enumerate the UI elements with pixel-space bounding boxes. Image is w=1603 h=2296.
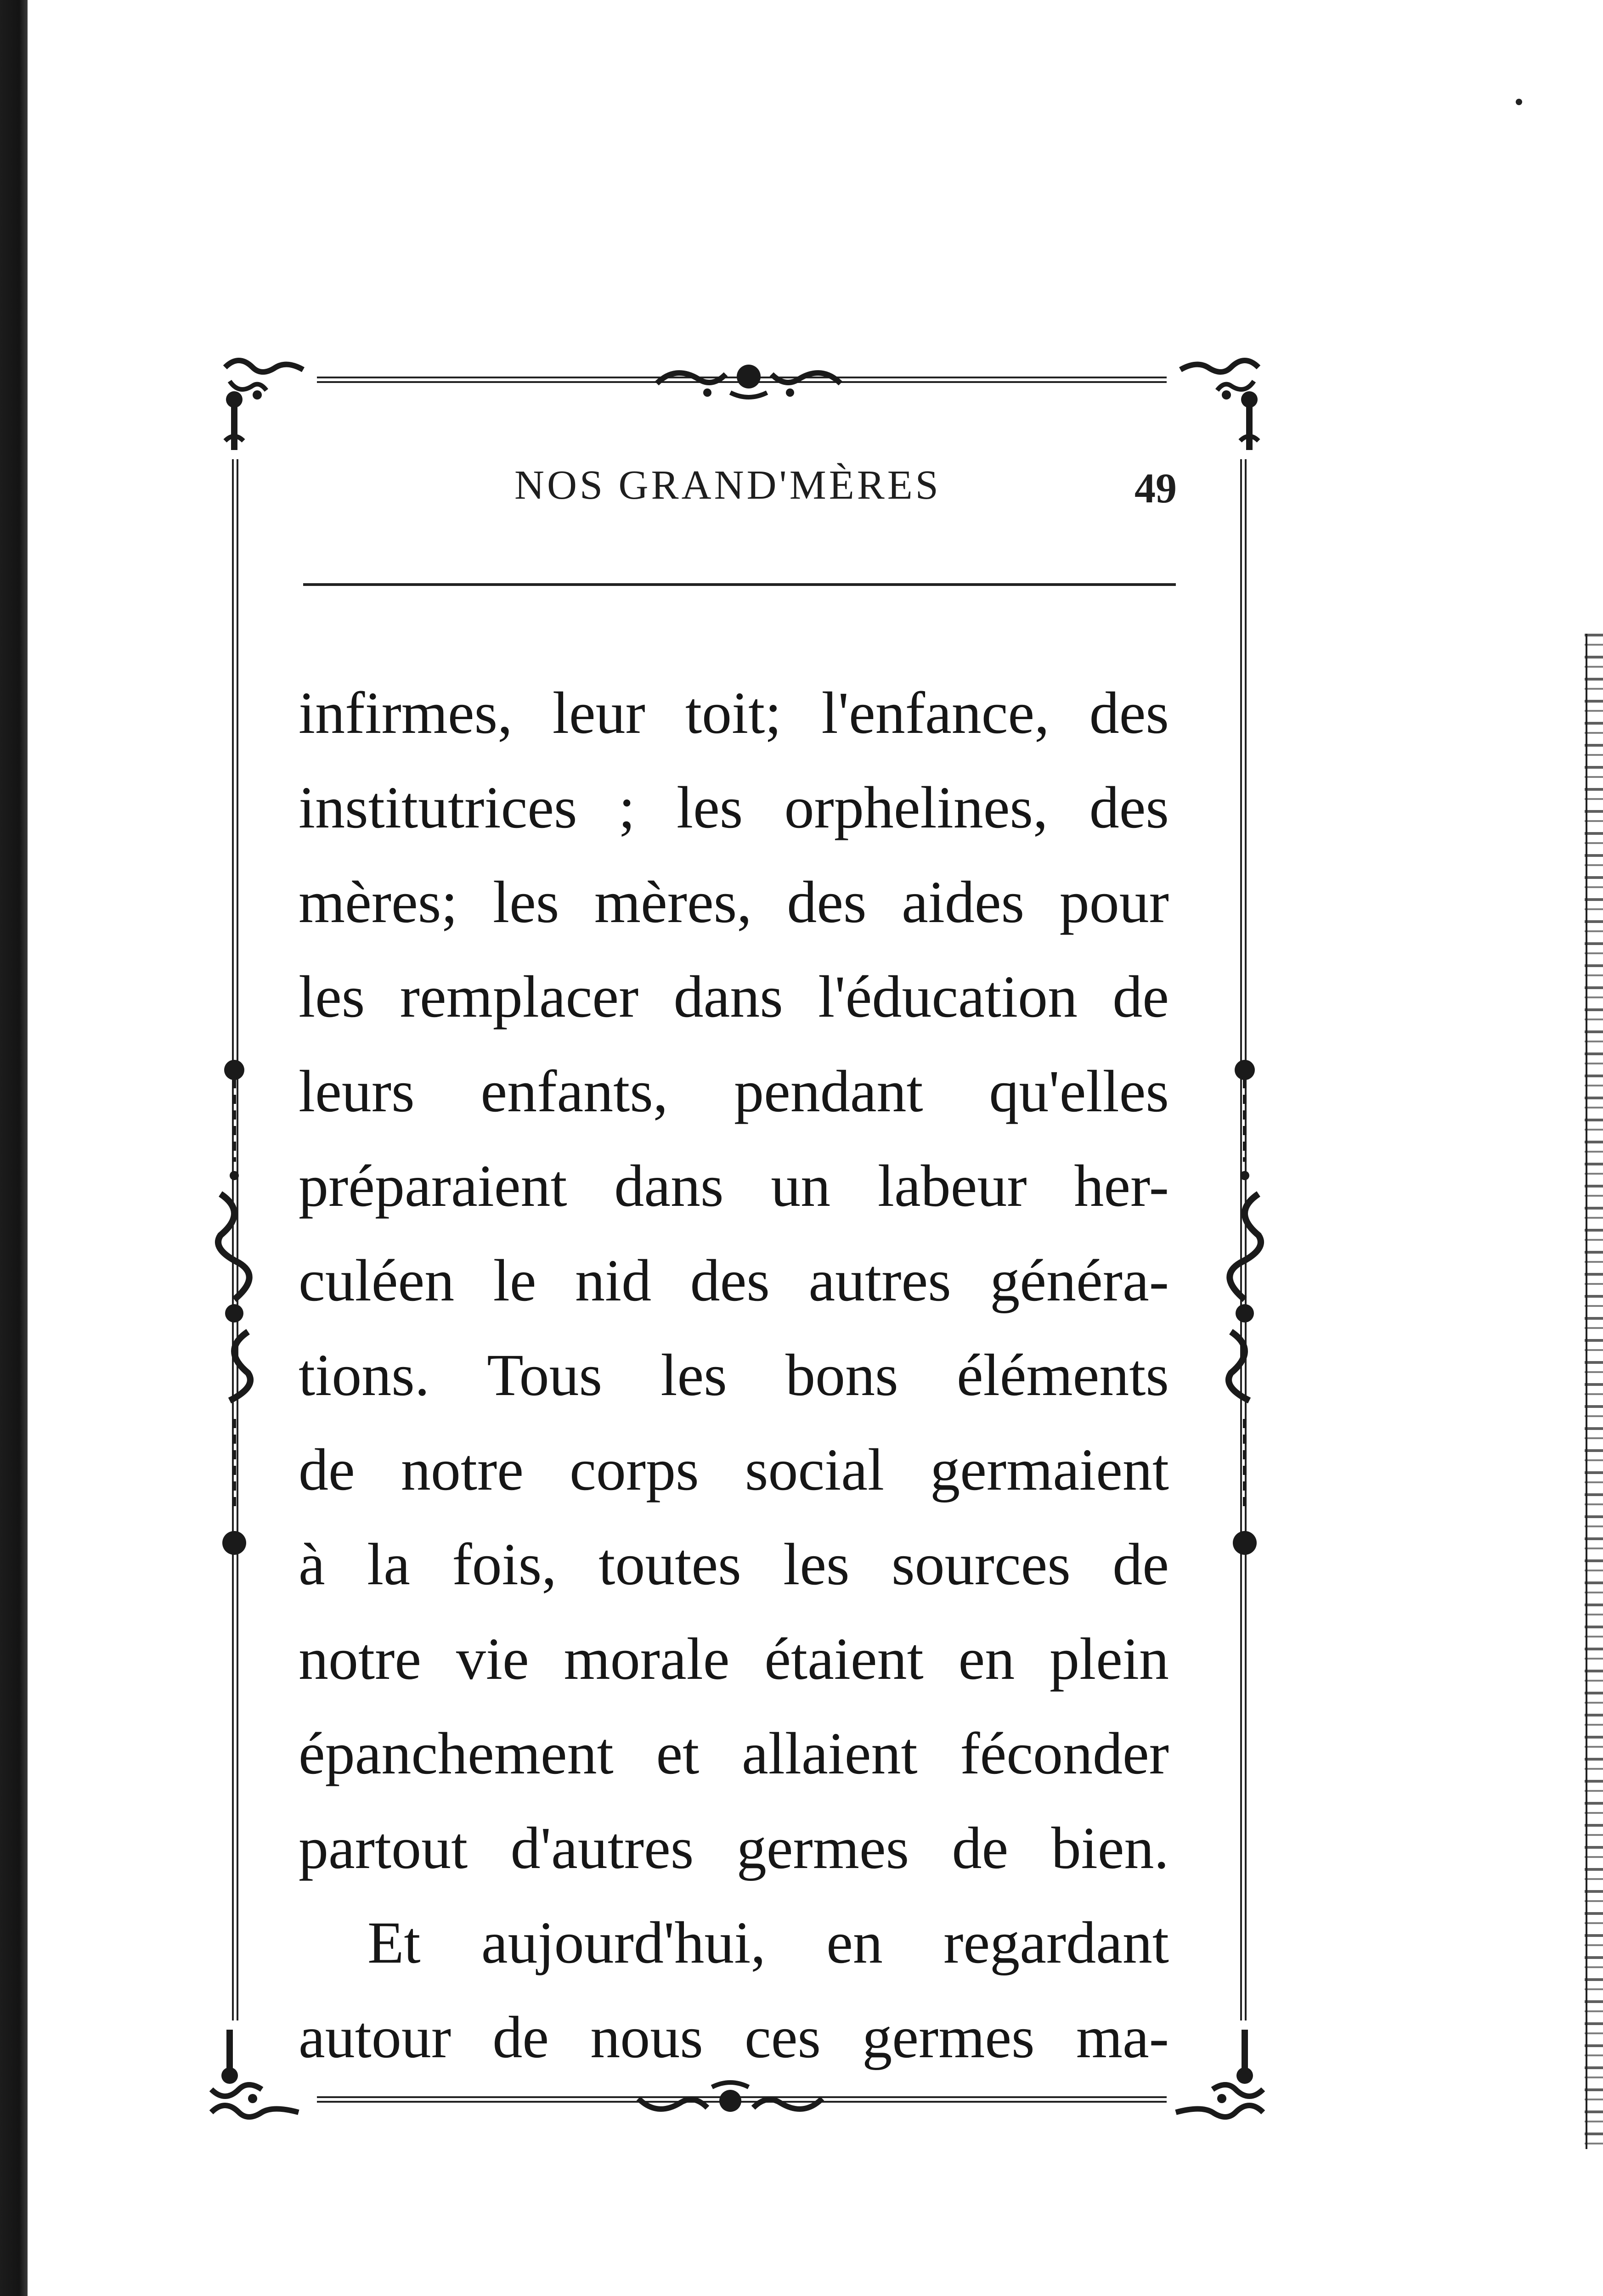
text-line: préparaient dans un labeur her- [299,1153,1169,1219]
text-line: autour de nous ces germes ma- [299,2004,1169,2071]
page-edge-line [1586,634,1587,2149]
text-line: mères; les mères, des aides pour [299,869,1169,935]
text-line: les remplacer dans l'éducation de [299,964,1169,1030]
text-line: infirmes, leur toit; l'enfance, des [299,680,1169,746]
body-text [299,666,1169,2085]
text-line: tions. Tous les bons éléments [299,1342,1169,1408]
header-rule [303,583,1176,586]
ink-speck [1516,99,1522,105]
floral-corner-icon [202,2030,294,2122]
text-line: partout d'autres germes de bien. [299,1815,1169,1881]
text-line: notre vie morale étaient en plein [299,1626,1169,1692]
text-line: épanchement et allaient féconder [299,1721,1169,1787]
vine-ornament-icon [1217,1056,1272,1570]
floral-corner-icon [1167,349,1259,441]
text-line: leurs enfants, pendant qu'elles [299,1058,1169,1125]
vine-ornament-icon [207,1056,262,1570]
binding-shadow [0,0,28,2296]
floral-scroll-icon [652,356,845,406]
text-line: de notre corps social germaient [299,1437,1169,1503]
page-edge-texture [1585,634,1603,2149]
text-line: institutrices ; les orphelines, des [299,775,1169,841]
floral-corner-icon [216,349,308,441]
text-line: culéen le nid des autres généra- [299,1248,1169,1314]
page-number: 49 [1135,465,1177,512]
floral-corner-icon [1162,2030,1254,2122]
running-head: NOS GRAND'MÈRES [514,462,941,508]
text-line: Et aujourd'hui, en regardant [367,1910,1169,1976]
text-line: à la fois, toutes les sources de [299,1531,1169,1598]
